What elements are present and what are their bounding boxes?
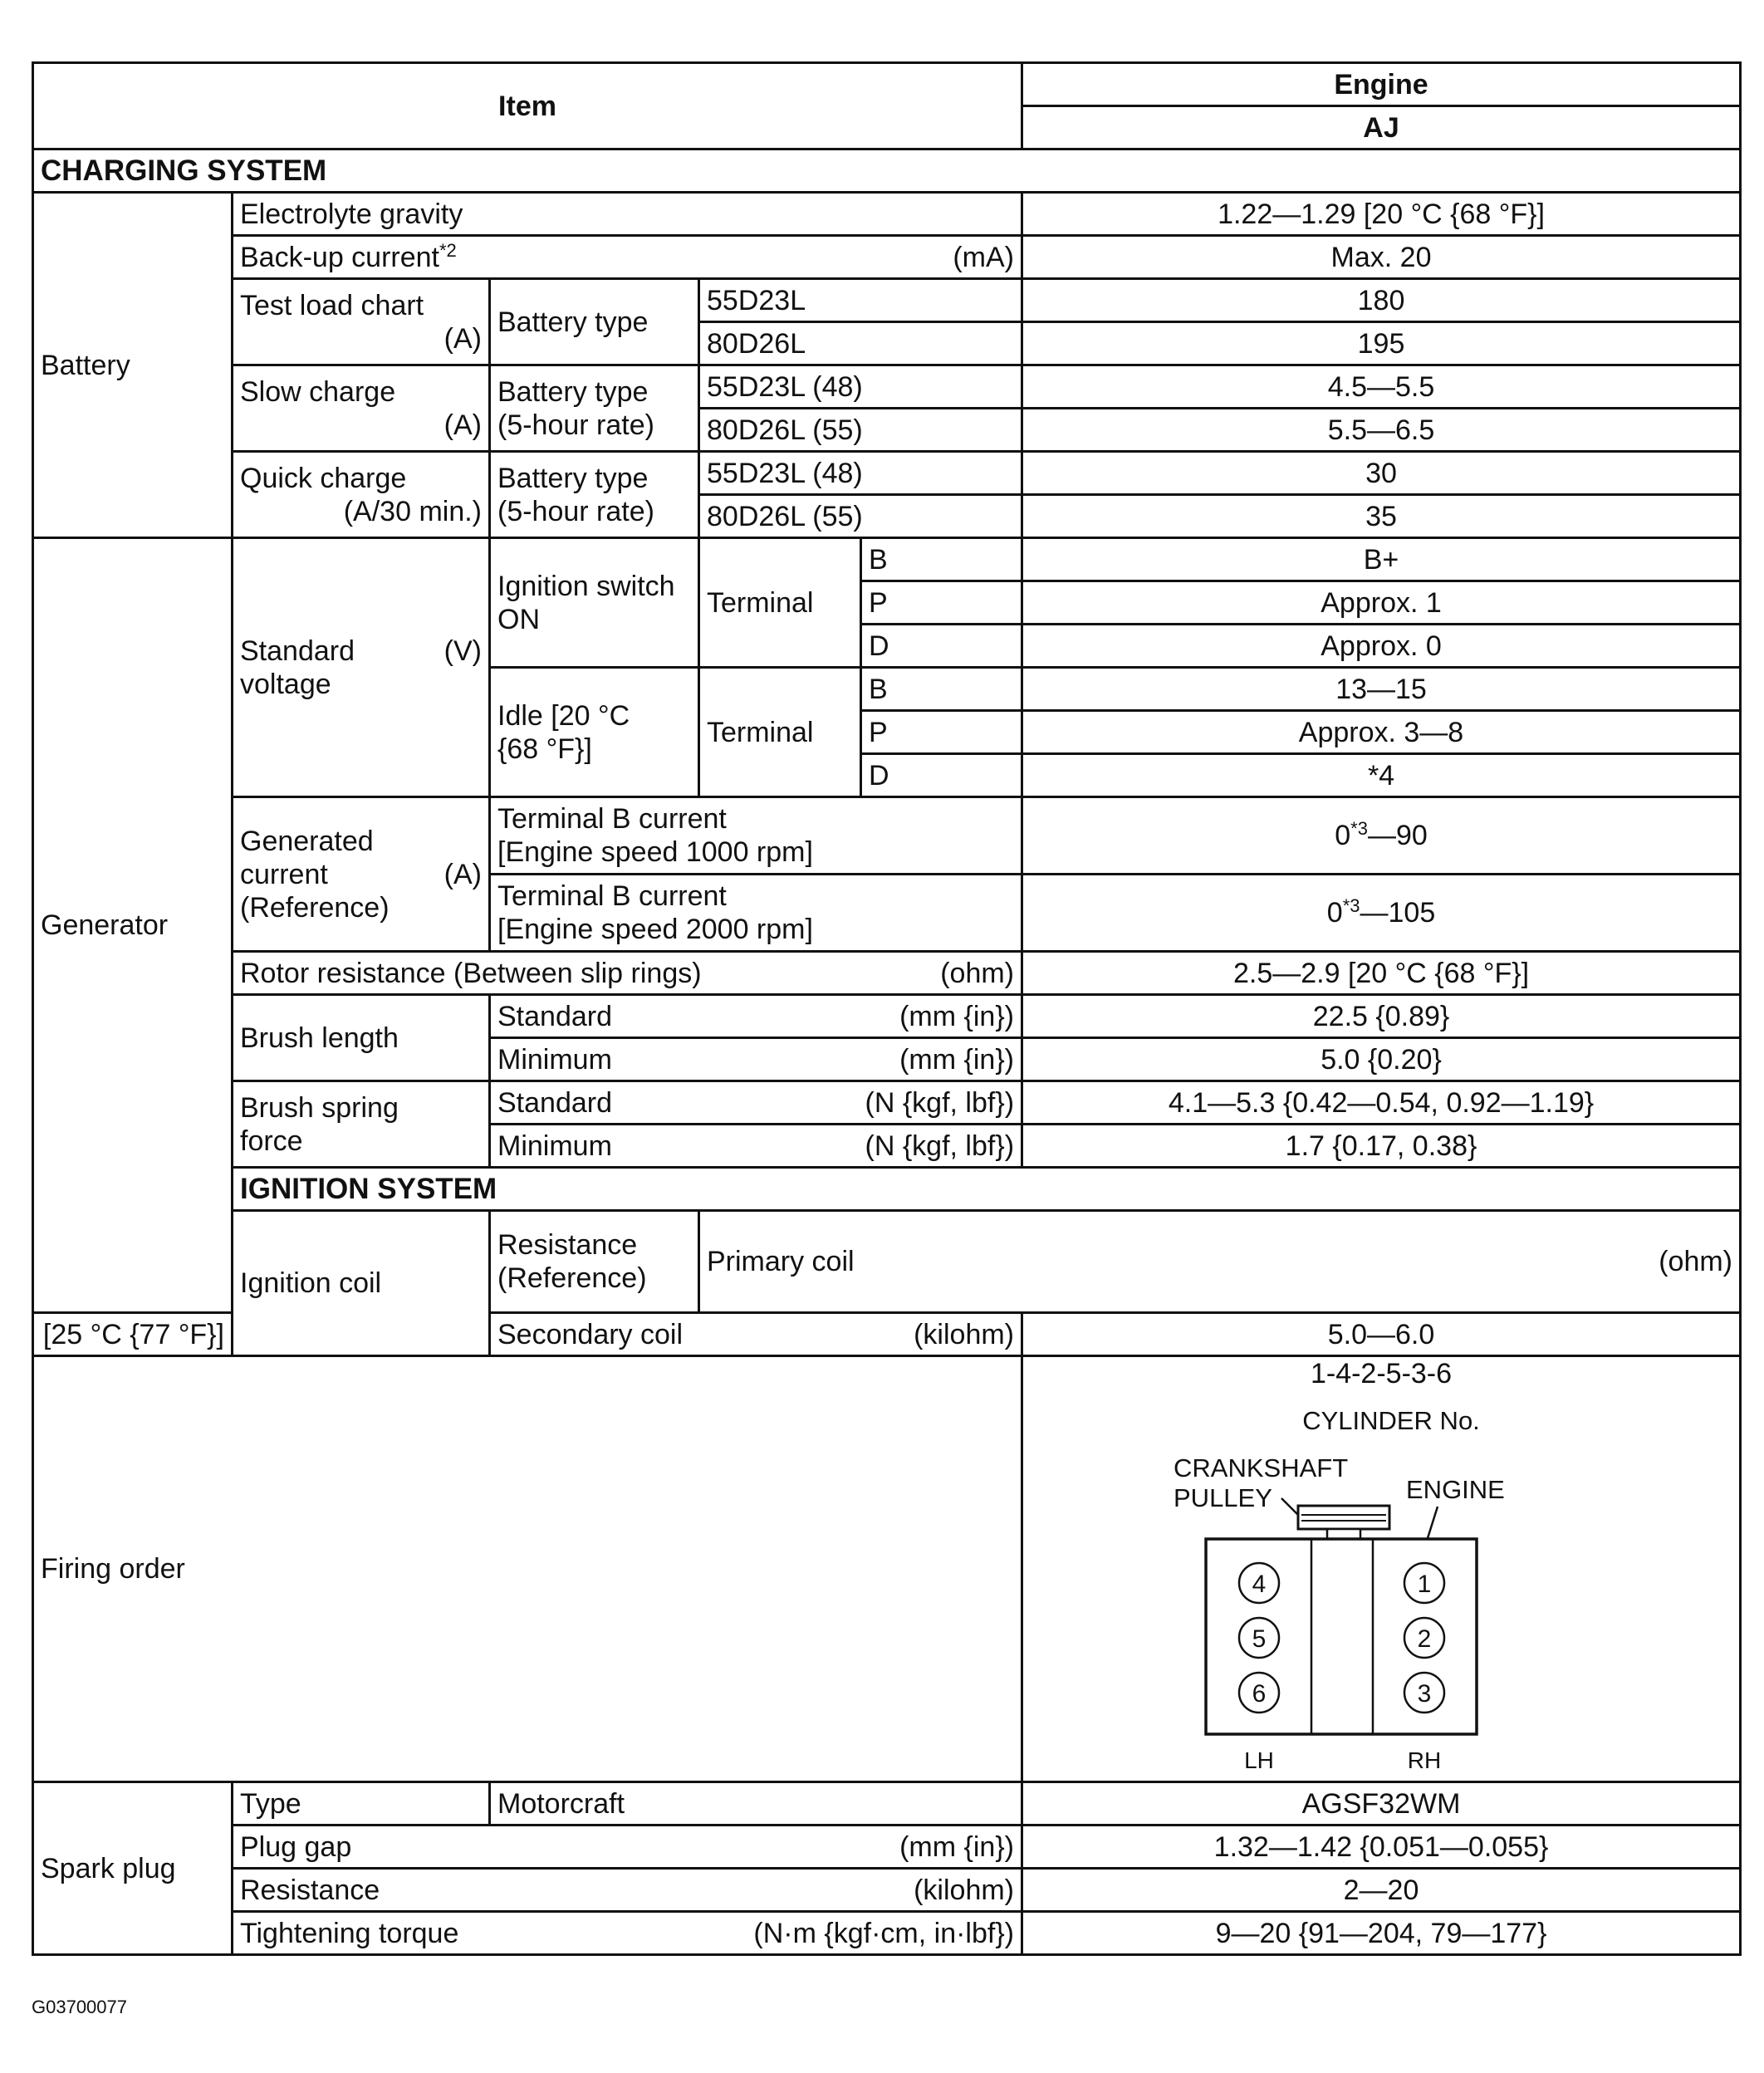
lh-label: LH [1244, 1747, 1274, 1773]
generated-current-unit: (A) [443, 858, 482, 890]
brush-spring-label-2: force [240, 1125, 303, 1157]
generated-current-label-3: (Reference) [240, 891, 390, 924]
cylinder-5-number: 5 [1252, 1625, 1267, 1653]
cylinder-1-number: 1 [1417, 1571, 1432, 1598]
tightening-torque-label: Tightening torque [240, 1917, 459, 1949]
idle-terminal-p: P [861, 711, 1022, 754]
gen-current-row2-note: *3 [1342, 895, 1360, 916]
ignition-on-cell [490, 538, 699, 668]
slow-charge-label: Slow charge [240, 375, 396, 408]
header-item: Item [33, 63, 1022, 149]
brush-spring-minimum-unit: (N {kgf, lbf}) [865, 1130, 1015, 1162]
idle-cell [490, 668, 699, 797]
electrolyte-gravity-value: 1.22—1.29 [20 °C {68 °F}] [1022, 193, 1741, 236]
rotor-resistance-unit: (ohm) [940, 957, 1015, 989]
rotor-resistance-value: 2.5—2.9 [20 °C {68 °F}] [1022, 952, 1741, 995]
quick-charge-type-row2: 80D26L (55) [699, 495, 1022, 538]
gen-current-row1-note: *3 [1350, 818, 1368, 839]
coil-resistance-temp: [25 °C {77 °F}] [33, 1313, 233, 1356]
quick-charge-type-row1: 55D23L (48) [699, 452, 1022, 495]
gen-current-row1-value [1022, 797, 1741, 875]
header-engine: Engine [1022, 63, 1741, 106]
gen-current-row2-min: 0 [1326, 897, 1343, 929]
spark-plug-type-value: AGSF32WM [1022, 1782, 1741, 1826]
generated-current-cell [233, 797, 490, 952]
gen-current-row1-min: 0 [1335, 820, 1351, 851]
gen-current-row1-max: —90 [1367, 820, 1428, 851]
test-load-unit: (A) [443, 322, 482, 355]
rotor-resistance-label: Rotor resistance (Between slip rings) [240, 957, 702, 989]
cylinder-no-label: CYLINDER No. [1302, 1406, 1480, 1435]
standard-voltage-label-1: Standard [240, 635, 355, 667]
quick-charge-label: Quick charge [240, 462, 407, 494]
backup-current-cell [233, 236, 1022, 279]
gen-current-row1-line2: [Engine speed 1000 rpm] [497, 836, 813, 868]
idle-label-2: {68 °F}] [497, 733, 592, 765]
tightening-torque-unit: (N·m {kgf·cm, in·lbf}) [753, 1917, 1015, 1949]
ignition-on-terminal: Terminal [699, 538, 861, 668]
secondary-coil-unit: (kilohm) [914, 1318, 1015, 1350]
battery-label: Battery [33, 193, 233, 538]
slow-charge-type-label: Battery type [497, 375, 649, 408]
idle-value-b: 13—15 [1022, 668, 1741, 711]
brush-spring-minimum-value: 1.7 {0.17, 0.38} [1022, 1125, 1741, 1168]
ign-on-value-d: Approx. 0 [1022, 625, 1741, 668]
ignition-on-label: ON [497, 603, 540, 635]
coil-resistance-label: Resistance [497, 1229, 638, 1261]
idle-terminal-d: D [861, 754, 1022, 797]
idle-terminal-b: B [861, 668, 1022, 711]
pulley-label: PULLEY [1174, 1483, 1272, 1512]
section-ignition-system: IGNITION SYSTEM [233, 1168, 1741, 1211]
idle-terminal: Terminal [699, 668, 861, 797]
brush-length-standard-cell [490, 995, 1022, 1038]
quick-charge-value-row1: 30 [1022, 452, 1741, 495]
slow-charge-type-cell [490, 365, 699, 452]
slow-charge-rate-label: (5-hour rate) [497, 409, 654, 441]
brush-spring-label-1: Brush spring [240, 1091, 399, 1124]
pulley-hub [1327, 1529, 1360, 1539]
generated-current-label-1: Generated [240, 825, 374, 857]
engine-label: ENGINE [1406, 1475, 1505, 1504]
tightening-torque-value: 9—20 {91—204, 79—177} [1022, 1912, 1741, 1955]
backup-current-note: *2 [439, 239, 457, 261]
coil-resistance-cell [490, 1211, 699, 1313]
ign-on-terminal-d: D [861, 625, 1022, 668]
generated-current-label-2: current [240, 858, 328, 890]
idle-label-1: Idle [20 °C [497, 699, 630, 732]
brush-spring-standard-label: Standard [497, 1086, 612, 1119]
gen-current-row2-label [490, 875, 1022, 952]
brush-spring-minimum-label: Minimum [497, 1130, 612, 1162]
quick-charge-label-cell [233, 452, 490, 538]
rotor-resistance-cell [233, 952, 1022, 995]
spark-plug-brand: Motorcraft [490, 1782, 1022, 1826]
figure-code: G03700077 [32, 1997, 127, 2017]
backup-current-unit: (mA) [953, 241, 1015, 273]
electrolyte-gravity-label: Electrolyte gravity [233, 193, 1022, 236]
spark-plug-type-label: Type [233, 1782, 490, 1826]
ignition-coil-label: Ignition coil [233, 1211, 490, 1356]
brush-length-standard-value: 22.5 {0.89} [1022, 995, 1741, 1038]
brush-spring-minimum-cell [490, 1125, 1022, 1168]
cylinder-6-number: 6 [1252, 1680, 1267, 1708]
cylinder-4-number: 4 [1252, 1571, 1267, 1598]
primary-coil-unit: (ohm) [1659, 1246, 1733, 1277]
ign-on-terminal-p: P [861, 581, 1022, 625]
quick-charge-value-row2: 35 [1022, 495, 1741, 538]
standard-voltage-cell [233, 538, 490, 797]
slow-charge-label-cell [233, 365, 490, 452]
ign-on-terminal-b: B [861, 538, 1022, 581]
quick-charge-type-cell [490, 452, 699, 538]
gen-current-row2-max: —105 [1360, 897, 1436, 929]
crankshaft-label: CRANKSHAFT [1174, 1453, 1349, 1482]
cylinder-2-number: 2 [1417, 1625, 1432, 1653]
specification-table [32, 61, 1742, 1956]
header-engine-code: AJ [1022, 106, 1741, 149]
quick-charge-type-label: Battery type [497, 462, 649, 494]
crankshaft-pulley [1298, 1506, 1389, 1529]
slow-charge-type-row2: 80D26L (55) [699, 409, 1022, 452]
slow-charge-type-row1: 55D23L (48) [699, 365, 1022, 409]
plug-gap-cell [233, 1826, 1022, 1869]
brush-length-minimum-cell [490, 1038, 1022, 1081]
slow-charge-unit: (A) [443, 409, 482, 441]
idle-value-p: Approx. 3—8 [1022, 711, 1741, 754]
generator-label: Generator [33, 538, 233, 1313]
spark-plug-label: Spark plug [33, 1782, 233, 1955]
plug-gap-value: 1.32—1.42 {0.051—0.055} [1022, 1826, 1741, 1869]
gen-current-row2-line1: Terminal B current [497, 880, 727, 912]
brush-spring-standard-unit: (N {kgf, lbf}) [865, 1086, 1015, 1119]
test-load-type-row1: 55D23L [699, 279, 1022, 322]
standard-voltage-unit: (V) [443, 635, 482, 667]
brush-length-label: Brush length [233, 995, 490, 1081]
secondary-coil-cell [490, 1313, 1022, 1356]
gen-current-row1-label [490, 797, 1022, 875]
backup-current-value: Max. 20 [1022, 236, 1741, 279]
gen-current-row2-value [1022, 875, 1741, 952]
cylinder-layout-diagram [1165, 1390, 1597, 1781]
brush-length-standard-label: Standard [497, 1000, 612, 1032]
ign-on-value-b: B+ [1022, 538, 1741, 581]
secondary-coil-value: 5.0—6.0 [1022, 1313, 1741, 1356]
test-load-label-cell [233, 279, 490, 365]
primary-coil-label: Primary coil [707, 1246, 855, 1277]
ign-on-value-p: Approx. 1 [1022, 581, 1741, 625]
test-load-value-row2: 195 [1022, 322, 1741, 365]
ignition-switch-label: Ignition switch [497, 570, 675, 602]
idle-value-d: *4 [1022, 754, 1741, 797]
test-load-battery-type: Battery type [490, 279, 699, 365]
plug-gap-label: Plug gap [240, 1830, 352, 1863]
rh-label: RH [1407, 1747, 1442, 1773]
section-charging-system: CHARGING SYSTEM [33, 149, 1741, 193]
plug-gap-unit: (mm {in}) [899, 1830, 1015, 1863]
primary-coil-cell [699, 1211, 1741, 1313]
test-load-type-row2: 80D26L [699, 322, 1022, 365]
pulley-leader-line [1281, 1498, 1298, 1515]
engine-leader-line [1428, 1507, 1438, 1538]
brush-length-standard-unit: (mm {in}) [899, 1000, 1015, 1032]
brush-length-minimum-value: 5.0 {0.20} [1022, 1038, 1741, 1081]
quick-charge-unit: (A/30 min.) [343, 495, 482, 527]
cylinder-3-number: 3 [1417, 1680, 1432, 1708]
plug-resistance-cell [233, 1869, 1022, 1912]
test-load-value-row1: 180 [1022, 279, 1741, 322]
plug-resistance-unit: (kilohm) [914, 1874, 1015, 1906]
firing-order-cell [1022, 1356, 1741, 1782]
slow-charge-value-row1: 4.5—5.5 [1022, 365, 1741, 409]
brush-spring-standard-cell [490, 1081, 1022, 1125]
gen-current-row2-line2: [Engine speed 2000 rpm] [497, 914, 813, 945]
tightening-torque-cell [233, 1912, 1022, 1955]
standard-voltage-label-2: voltage [240, 668, 331, 700]
secondary-coil-label: Secondary coil [497, 1318, 684, 1350]
backup-current-label: Back-up current [240, 241, 439, 273]
quick-charge-rate-label: (5-hour rate) [497, 495, 654, 527]
brush-length-minimum-unit: (mm {in}) [899, 1043, 1015, 1076]
firing-order-value: 1-4-2-5-3-6 [1310, 1358, 1453, 1389]
coil-resistance-reference: (Reference) [497, 1262, 647, 1294]
gen-current-row1-line1: Terminal B current [497, 803, 727, 835]
plug-resistance-label: Resistance [240, 1874, 380, 1906]
plug-resistance-value: 2—20 [1022, 1869, 1741, 1912]
brush-spring-standard-value: 4.1—5.3 {0.42—0.54, 0.92—1.19} [1022, 1081, 1741, 1125]
test-load-label: Test load chart [240, 289, 424, 321]
slow-charge-value-row2: 5.5—6.5 [1022, 409, 1741, 452]
brush-spring-cell [233, 1081, 490, 1168]
brush-length-minimum-label: Minimum [497, 1043, 612, 1076]
firing-order-label: Firing order [33, 1356, 1022, 1782]
